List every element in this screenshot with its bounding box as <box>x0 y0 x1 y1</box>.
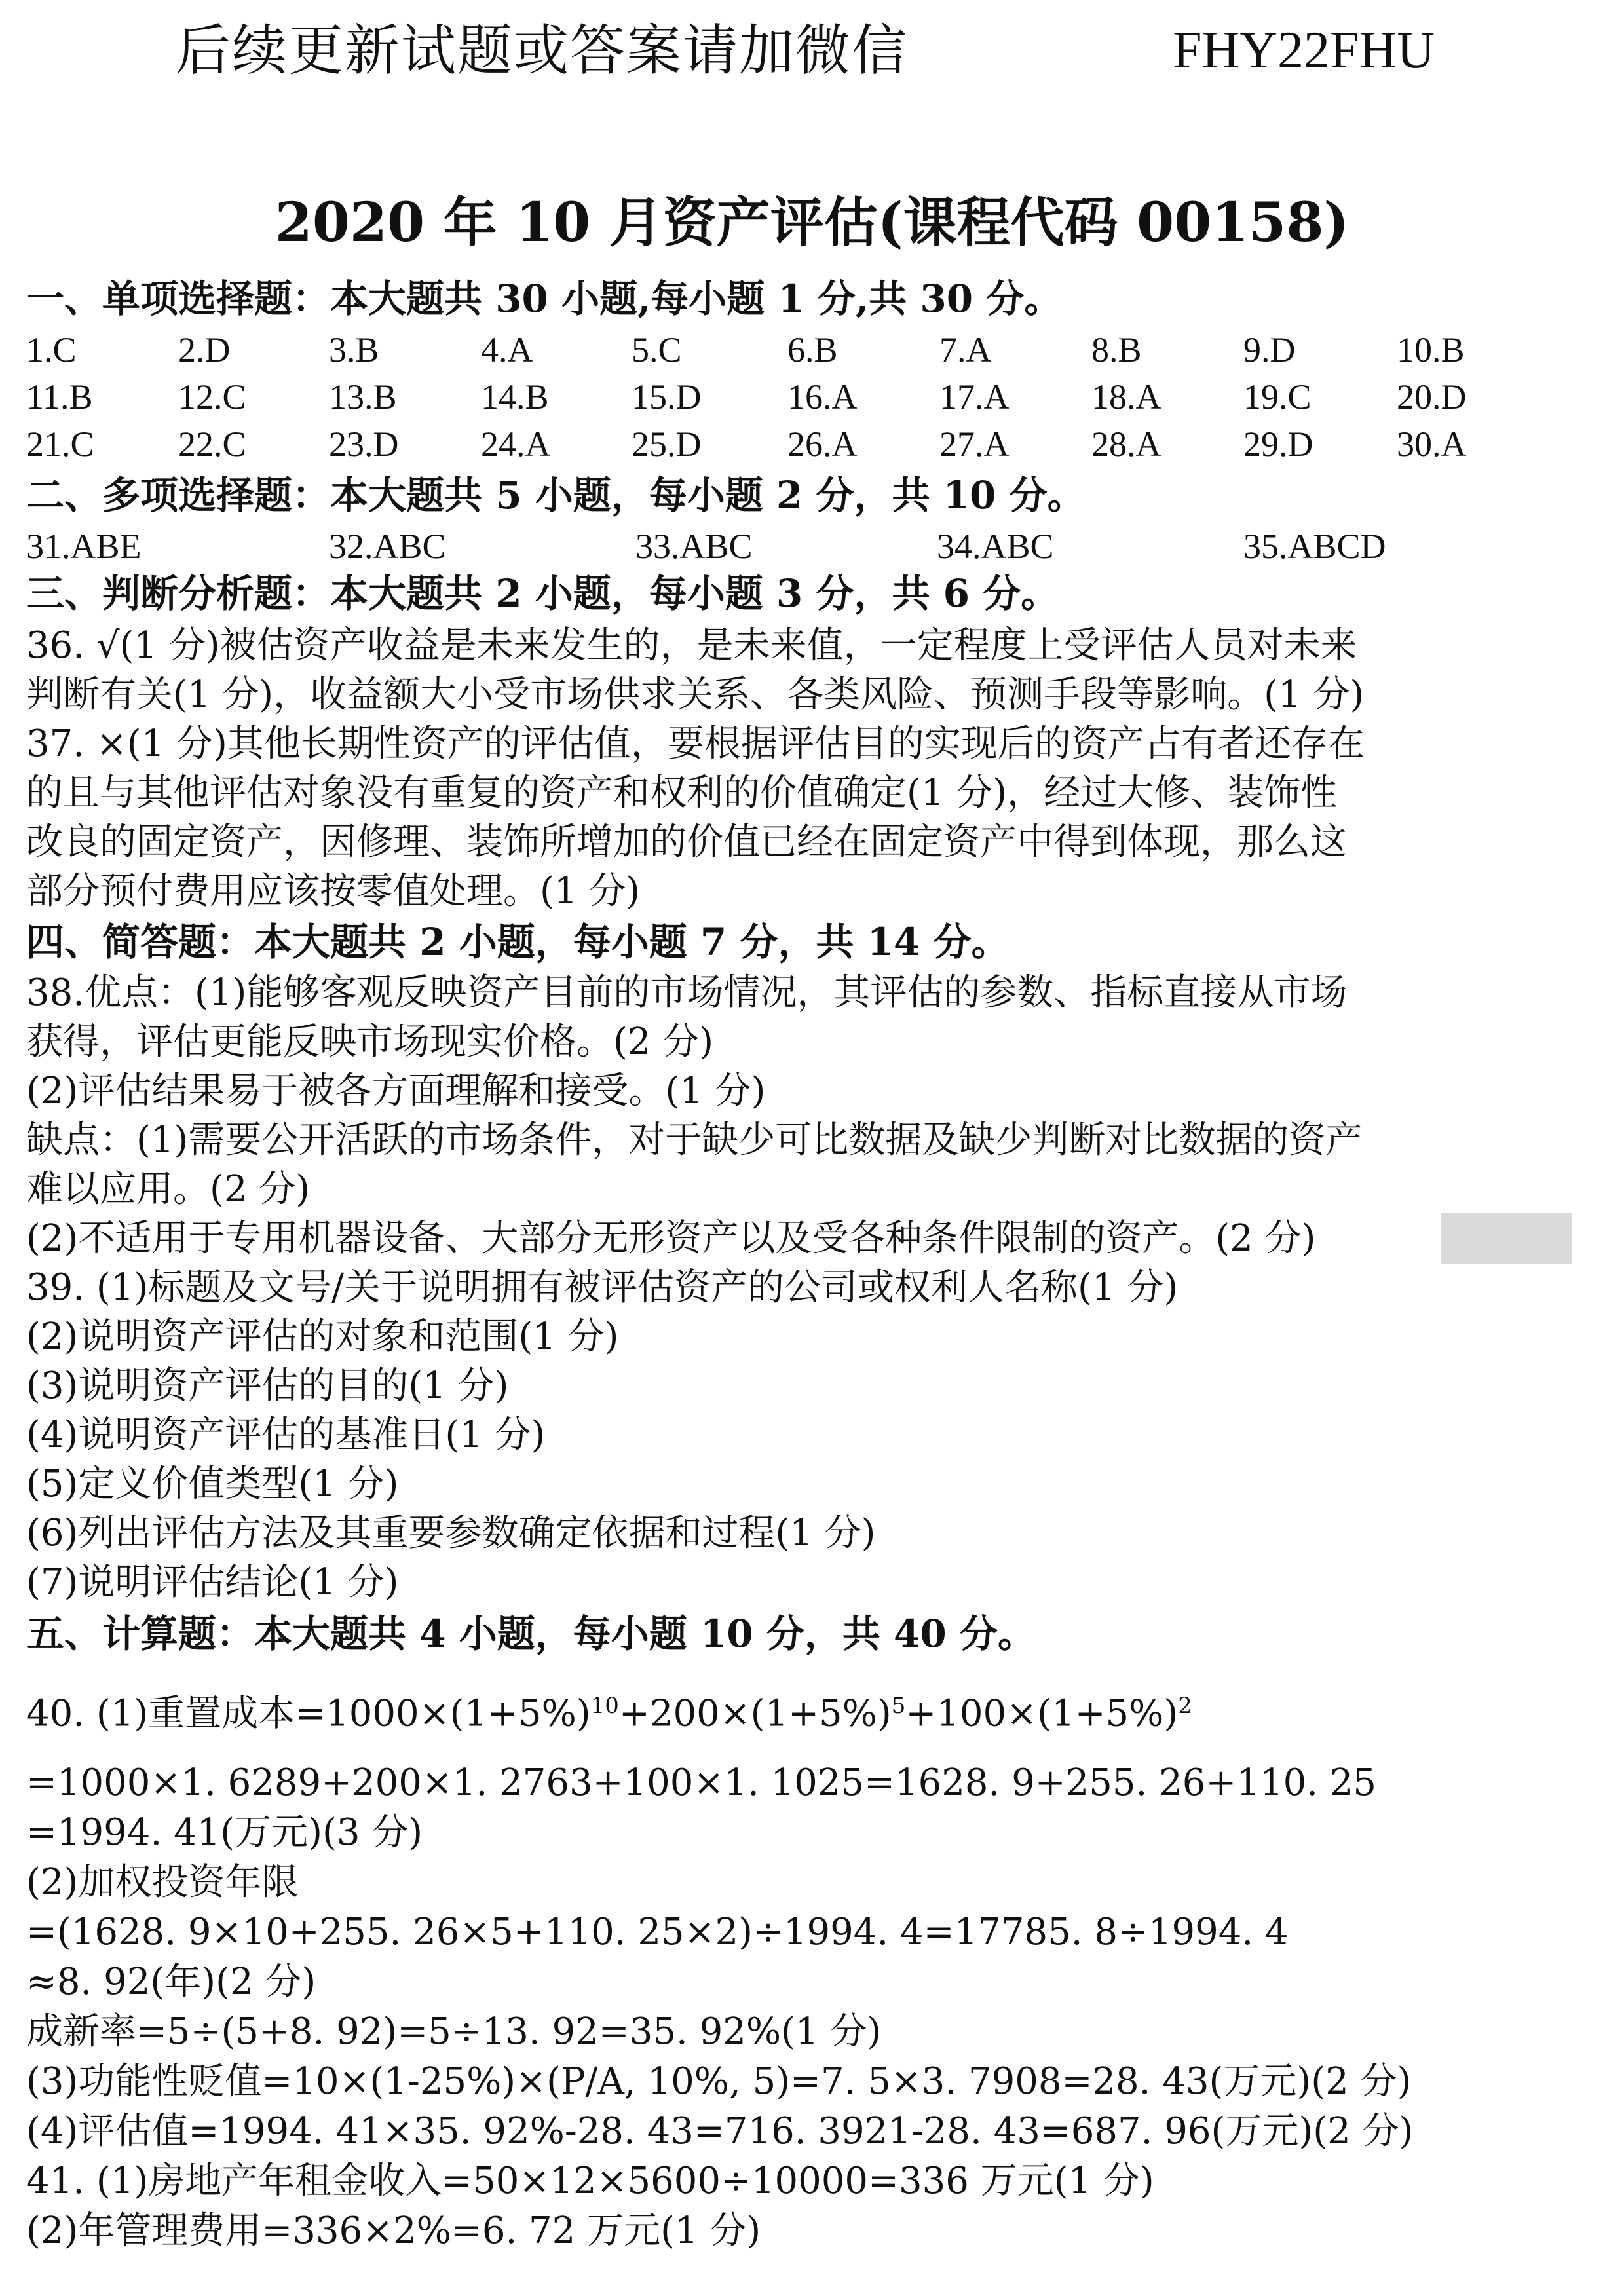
answer-38-line-4: 缺点：(1)需要公开活跃的市场条件，对于缺少可比数据及缺少判断对比数据的资产 <box>26 1119 1363 1161</box>
answer-27: 27.A <box>939 424 1010 464</box>
answer-9: 9.D <box>1243 330 1296 369</box>
answer-28: 28.A <box>1091 424 1161 464</box>
header-wechat-id: FHY22FHU <box>1173 22 1435 79</box>
document-title: 2020 年 10 月资产评估(课程代码 00158) <box>274 191 1350 254</box>
answer-38-line-2: 获得，评估更能反映市场现实价格。(2 分) <box>26 1021 714 1063</box>
page-header <box>0 14 1624 86</box>
section5-heading: 五、计算题：本大题共 4 小题，每小题 10 分，共 40 分。 <box>26 1611 1036 1656</box>
answer-5: 5.C <box>632 330 682 369</box>
formula-term-3: +100×(1+5%) <box>905 1692 1179 1735</box>
answer-37-line-4: 部分预付费用应该按零值处理。(1 分) <box>26 870 641 913</box>
calc-line-5: ≈8. 92(年)(2 分) <box>26 1961 316 2003</box>
answer-38-line-6: (2)不适用于专用机器设备、大部分无形资产以及受各种条件限制的资产。(2 分) <box>26 1217 1316 1260</box>
calc-line-7: (3)功能性贬值=10×(1-25%)×(P/A, 10%, 5)=7. 5×3. 7908=28. 43(万元)(2 分) <box>26 2060 1412 2103</box>
section4-heading: 四、简答题：本大题共 2 小题，每小题 7 分，共 14 分。 <box>26 920 1010 964</box>
calc-line-4: =(1628. 9×10+255. 26×5+110. 25×2)÷1994. 4=17785. 8÷1994. 4 <box>26 1911 1289 1953</box>
answer-32: 32.ABC <box>329 527 446 566</box>
answer-39-line-6: (6)列出评估方法及其重要参数确定依据和过程(1 分) <box>26 1512 876 1554</box>
answer-6: 6.B <box>787 330 838 369</box>
answer-39-line-3: (3)说明资产评估的目的(1 分) <box>26 1364 509 1407</box>
answer-29: 29.D <box>1243 424 1313 464</box>
answer-37-line-3: 改良的固定资产，因修理、装饰所增加的价值已经在固定资产中得到体现，那么这 <box>26 821 1347 863</box>
calc-line-9: 41. (1)房地产年租金收入=50×12×5600÷10000=336 万元(1 分) <box>26 2160 1154 2202</box>
answer-34: 34.ABC <box>937 527 1054 566</box>
answer-13: 13.B <box>329 377 397 417</box>
answer-38-line-3: (2)评估结果易于被各方面理解和接受。(1 分) <box>26 1070 766 1112</box>
answer-31: 31.ABE <box>26 527 142 566</box>
answer-38-line-5: 难以应用。(2 分) <box>26 1168 311 1211</box>
highlight-mark <box>1441 1213 1572 1264</box>
answer-12: 12.C <box>178 377 246 417</box>
section2-heading: 二、多项选择题：本大题共 5 小题，每小题 2 分，共 10 分。 <box>26 473 1086 518</box>
formula-term-2: +200×(1+5%) <box>618 1692 892 1735</box>
answer-39-line-5: (5)定义价值类型(1 分) <box>26 1463 399 1505</box>
answer-8: 8.B <box>1091 330 1142 369</box>
answer-36-line-1: 36. √(1 分)被估资产收益是未来发生的，是未来值，一定程度上受评估人员对未来 <box>26 624 1357 667</box>
calc-line-2: =1994. 41(万元)(3 分) <box>26 1811 423 1854</box>
answer-39-line-2: (2)说明资产评估的对象和范围(1 分) <box>26 1315 619 1358</box>
answer-7: 7.A <box>939 330 992 369</box>
answer-39-line-7: (7)说明评估结论(1 分) <box>26 1561 399 1604</box>
section1-heading: 一、单项选择题：本大题共 30 小题,每小题 1 分,共 30 分。 <box>26 276 1063 321</box>
answer-2: 2.D <box>178 330 231 369</box>
answer-30: 30.A <box>1397 424 1467 464</box>
section3-heading: 三、判断分析题：本大题共 2 小题，每小题 3 分，共 6 分。 <box>26 571 1059 616</box>
answer-row <box>26 421 1598 468</box>
calc-line-8: (4)评估值=1994. 41×35. 92%-28. 43=716. 3921-28. 43=687. 96(万元)(2 分) <box>26 2110 1414 2153</box>
answer-37-line-2: 的且与其他评估对象没有重复的资产和权利的价值确定(1 分)，经过大修、装饰性 <box>26 772 1338 814</box>
answer-14: 14.B <box>481 377 549 417</box>
answer-36-line-2: 判断有关(1 分)，收益额大小受市场供求关系、各类风险、预测手段等影响。(1 分) <box>26 673 1365 716</box>
calc-line-3: (2)加权投资年限 <box>26 1861 299 1904</box>
answer-33: 33.ABC <box>635 527 753 566</box>
answer-24: 24.A <box>481 424 551 464</box>
formula-prefix: 40. (1)重置成本=1000×(1+5%) <box>26 1692 591 1735</box>
answer-23: 23.D <box>329 424 399 464</box>
formula-exponent-3: 2 <box>1178 1693 1192 1719</box>
answer-39-line-4: (4)说明资产评估的基准日(1 分) <box>26 1414 546 1456</box>
header-notice: 后续更新试题或答案请加微信 <box>176 18 909 83</box>
formula-exponent-2: 5 <box>891 1693 906 1719</box>
answer-3: 3.B <box>329 330 379 369</box>
answer-38-line-1: 38.优点：(1)能够客观反映资产目前的市场情况，其评估的参数、指标直接从市场 <box>26 971 1348 1014</box>
calc-line-10: (2)年管理费用=336×2%=6. 72 万元(1 分) <box>26 2210 761 2252</box>
answer-16: 16.A <box>787 377 858 417</box>
answer-25: 25.D <box>632 424 702 464</box>
answer-row <box>26 373 1598 421</box>
multi-choice-answers <box>26 523 1598 570</box>
calc-line-1: =1000×1. 6289+200×1. 2763+100×1. 1025=1628. 9+255. 26+110. 25 <box>26 1761 1377 1804</box>
answer-20: 20.D <box>1397 377 1467 417</box>
answer-17: 17.A <box>939 377 1010 417</box>
answer-row <box>26 326 1598 373</box>
answer-22: 22.C <box>178 424 246 464</box>
calc-line-6: 成新率=5÷(5+8. 92)=5÷13. 92=35. 92%(1 分) <box>26 2010 882 2053</box>
formula-exponent-1: 10 <box>590 1693 619 1719</box>
answer-1: 1.C <box>26 330 77 369</box>
answer-35: 35.ABCD <box>1243 527 1386 566</box>
answer-18: 18.A <box>1091 377 1161 417</box>
answer-39-line-1: 39. (1)标题及文号/关于说明拥有被评估资产的公司或权利人名称(1 分) <box>26 1266 1179 1309</box>
answer-10: 10.B <box>1397 330 1465 369</box>
answer-26: 26.A <box>787 424 858 464</box>
answer-4: 4.A <box>481 330 533 369</box>
answer-11: 11.B <box>26 377 93 417</box>
answer-37-line-1: 37. ×(1 分)其他长期性资产的评估值，要根据评估目的实现后的资产占有者还存在 <box>26 723 1365 765</box>
answer-19: 19.C <box>1243 377 1312 417</box>
answer-21: 21.C <box>26 424 94 464</box>
replacement-cost-formula <box>26 1682 1192 1738</box>
answer-15: 15.D <box>632 377 702 417</box>
